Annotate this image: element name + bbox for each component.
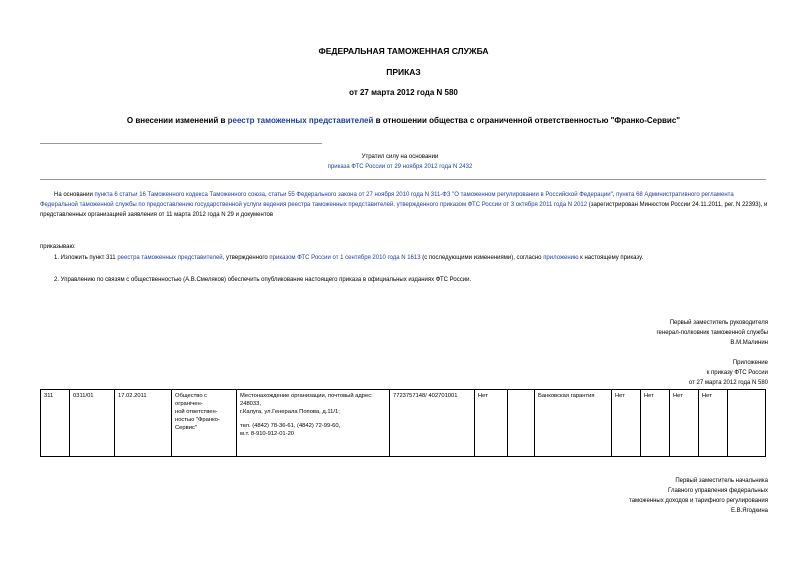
customs-code-link[interactable]: пункта 6 статьи 16 Таможенного кодекса Таможенного союза xyxy=(94,192,265,198)
order-item-1: 1. Изложить пункт 311 реестра таможенных представителей, утвержденного приказом ФТС России от 1 сентября 2010 года N 1613 (с последующими изменениями), согласно приложению к настоящему приказу. xyxy=(54,255,644,261)
table-cell: 7723757148/ 402701001 xyxy=(390,390,475,457)
table-cell: Общество с огранічен- ной ответствен- ностью "Франко- Сервис" xyxy=(172,390,237,457)
registry-table xyxy=(40,389,766,457)
preamble: На основании пункта 6 статьи 16 Таможенного кодекса Таможенного союза, статьи 55 Федерального закона от 27 ноября 2010 года N 311-ФЗ "О таможенном регулировании в Российской Федерации", пункта 68 Административного регламента Федеральной таможенной службы по предоставлению государственной услуги ведения реестра таможенных представителей, утвержденного приказом ФТС России от 3 октября 2011 года N 2012 (зарегистрирован Минюстом России 24.11.2011, рег. N 22393), и представленных организацией заявления от 11 марта 2012 года N 29 и документов xyxy=(40,192,768,218)
signature-block-1: Первый заместитель руководителя генерал-полковник таможенной службы В.М.Малинин xyxy=(656,320,768,346)
registry-link-2[interactable]: реестра таможенных представителей xyxy=(117,255,223,261)
status-note: Утратил силу на основании приказа ФТС России от 29 ноября 2012 года N 2432 xyxy=(327,154,473,170)
order-intro: приказываю: xyxy=(40,244,76,250)
order-1613-link[interactable]: приказом ФТС России от 1 сентября 2010 года N 1613 xyxy=(269,255,421,261)
signature-block-2: Первый заместитель начальника Главного управления федеральных таможенных доходов и тарифного регулирования Е.В.Ягодкина xyxy=(629,478,768,514)
table-cell xyxy=(508,390,535,457)
table-cell: 311 xyxy=(41,390,70,457)
table-cell: Нет xyxy=(699,390,728,457)
divider xyxy=(40,179,766,180)
table-cell: Банковская гарантия xyxy=(535,390,612,457)
appendix-link[interactable]: приложению xyxy=(543,255,579,261)
order-item-2: 2. Управлению по связям с общественностью (А.В.Смеляков) обеспечить опубликование настоящего приказа в официальных изданиях ФТС России. xyxy=(54,277,472,283)
appendix-header: Приложение к приказу ФТС России от 27 марта 2012 года N 580 xyxy=(688,360,768,386)
repeal-order-link[interactable]: приказа ФТС России от 29 ноября 2012 года N 2432 xyxy=(327,164,473,170)
federal-law-link[interactable]: статьи 55 Федерального закона от 27 ноября 2010 года N 311-ФЗ "О таможенном регулировании в Российской Федерации" xyxy=(268,192,613,198)
table-cell: Нет xyxy=(612,390,641,457)
document-date-number: от 27 марта 2012 года N 580 xyxy=(349,88,458,97)
table-cell: Нет xyxy=(670,390,699,457)
document-title: О внесении изменений в реестр таможенных представителей в отношении общества с ограниченной ответственностью "Франко-Сервис" xyxy=(126,116,681,125)
agency-name: ФЕДЕРАЛЬНАЯ ТАМОЖЕННАЯ СЛУЖБА xyxy=(318,46,489,56)
table-cell: Нет xyxy=(475,390,508,457)
table-cell-address: Местонахождение организации, почтовый адрес: 248033, г.Калуга, ул.Генерала Попова, д.11/1; тел. (4842) 78-36-61, (4842) 72-99-60, м.т. 8-910-912-01-20 xyxy=(237,390,390,457)
table-cell: 17.02.2011 xyxy=(115,390,172,457)
divider xyxy=(40,143,322,144)
table-cell: 0311/01 xyxy=(70,390,115,457)
table-cell xyxy=(728,390,766,457)
table-cell: Нет xyxy=(641,390,670,457)
table-row xyxy=(41,390,766,457)
registry-link[interactable]: реестр таможенных представителей xyxy=(227,116,374,125)
regulation-link[interactable]: пункта 68 Административного регламента Федеральной таможенной службы по предоставлению государственной услуги ведения реестра таможенных представителей, утвержденного приказом ФТС России от 3 октября 2011 года N 2012 xyxy=(40,192,734,208)
document-type: ПРИКАЗ xyxy=(386,67,421,77)
